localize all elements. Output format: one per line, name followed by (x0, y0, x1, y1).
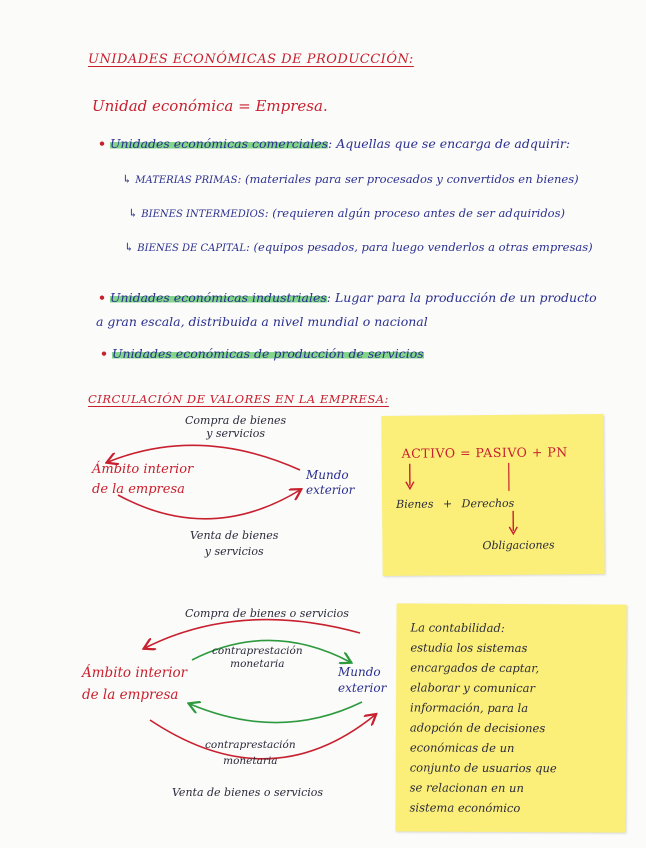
arrow-return-icon: ↳ (124, 240, 134, 254)
sticky-note-contabilidad (395, 603, 626, 832)
diagram2-mid-bottom-label: contraprestación monetaria (205, 739, 296, 767)
item-desc: : (requieren algún proceso antes de ser adquiridos) (264, 206, 565, 220)
diagram1-bottom-label: Venta de bienes y servicios (190, 529, 279, 558)
industriales-desc: : Lugar para la producción de un producto (326, 290, 597, 305)
industriales-label: Unidades económicas industriales (109, 290, 327, 305)
item-label: BIENES INTERMEDIOS (141, 209, 265, 220)
section-title-unidades: UNIDADES ECONÓMICAS DE PRODUCCIÓN: (88, 52, 414, 67)
item-label: MATERIAS PRIMAS (135, 175, 238, 186)
item-label: BIENES DE CAPITAL (137, 243, 247, 254)
diagram2-right-label: Mundo exterior (338, 665, 387, 695)
diagram1-right-label: Mundo exterior (306, 468, 355, 497)
industriales-desc-2: a gran escala, distribuida a nivel mundial o nacional (96, 314, 428, 329)
arrow-return-icon: ↳ (122, 172, 132, 186)
diagram2-bottom-label: Venta de bienes o servicios (172, 786, 324, 799)
arrow-compra-2 (145, 620, 360, 648)
bullet-icon: • (98, 290, 106, 305)
comerciales-label: Unidades económicas comerciales (109, 136, 329, 151)
sticky-note-balance (381, 414, 604, 576)
diagram2-top-label: Compra de bienes o servicios (185, 607, 349, 620)
balance-equation: ACTIVO = PASIVO + PN (401, 444, 568, 461)
balance-obligaciones: Obligaciones (482, 538, 555, 553)
arrow-return-icon: ↳ (128, 206, 138, 220)
diagram1-top-label: Compra de bienes y servicios (185, 414, 287, 440)
item-desc: : (equipos pesados, para luego venderlos a otras empresas) (246, 240, 593, 254)
balance-bienes: Bienes + Derechos (396, 496, 515, 511)
bullet-icon: • (98, 136, 106, 151)
contabilidad-text: La contabilidad: estudia los sistemas encargados de captar, elaborar y comunicar información, para la adopción de decisiones económicas de un conjunto de usuarios que se relacionan en un sistema económico (409, 620, 557, 816)
diagram1-left-label: Ámbito interior de la empresa (92, 462, 194, 497)
definition-unidad: Unidad económica = Empresa. (92, 97, 328, 115)
comerciales-desc: : Aquellas que se encarga de adquirir: (328, 136, 571, 151)
bullet-icon: • (100, 346, 108, 361)
diagram2-mid-top-label: contraprestación monetaria (212, 645, 303, 670)
diagram2-left-label: Ámbito interior de la empresa (82, 665, 188, 703)
section-title-circulacion: CIRCULACIÓN DE VALORES EN LA EMPRESA: (88, 392, 389, 406)
arrow-contraprestacion-2 (190, 702, 362, 723)
servicios-label: Unidades económicas de producción de servicios (111, 346, 424, 361)
item-desc: : (materiales para ser procesados y convertidos en bienes) (237, 172, 579, 186)
